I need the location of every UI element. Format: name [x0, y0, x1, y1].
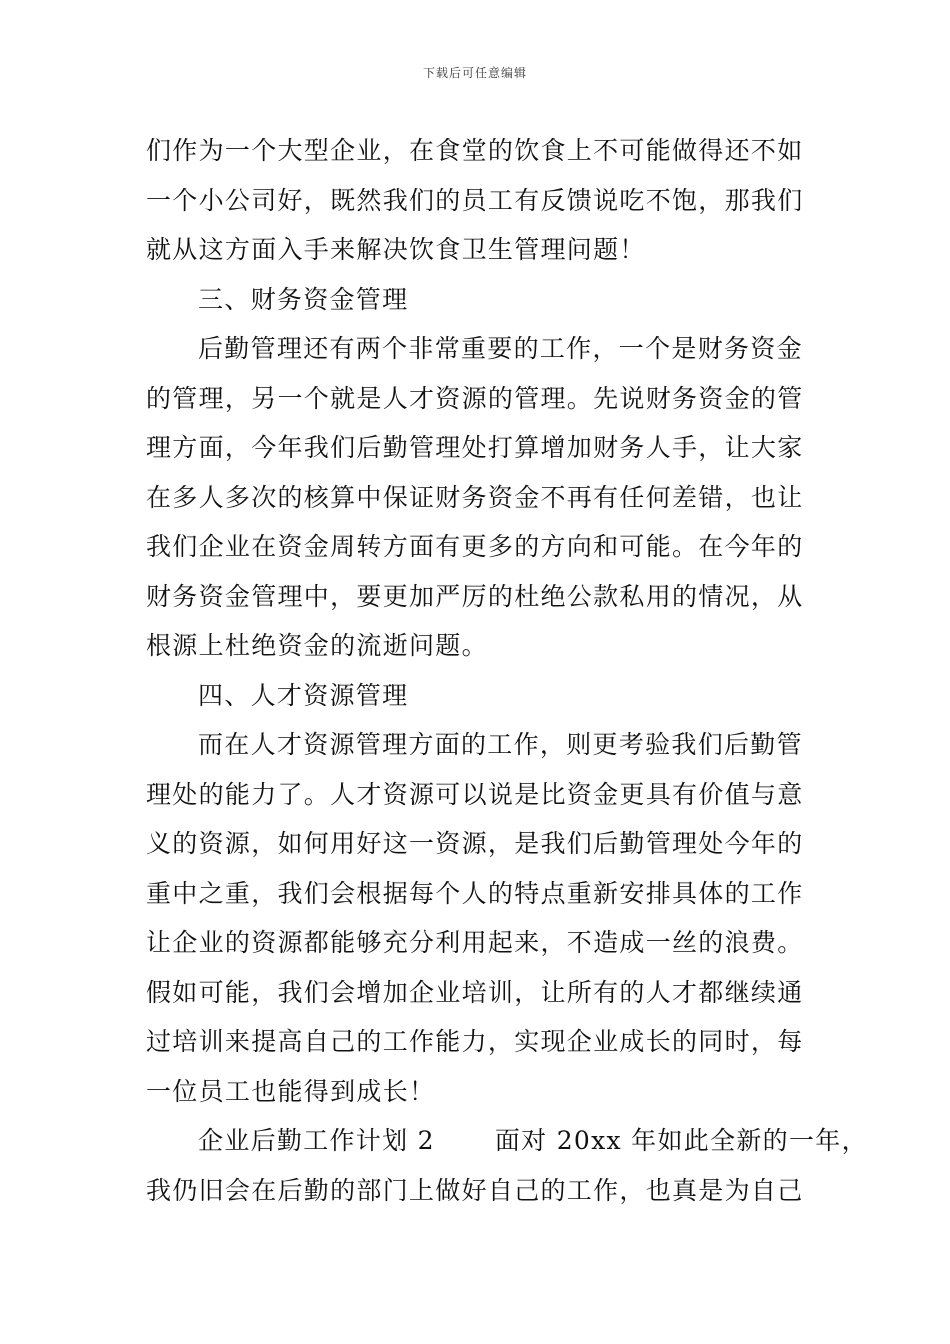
page-header: 下载后可任意编辑: [422, 66, 527, 80]
text-line: 后勤管理还有两个非常重要的工作，一个是财务资金: [198, 334, 803, 363]
document-body: [146, 126, 868, 1215]
text-line: 而在人才资源管理方面的工作，则更考验我们后勤管: [198, 730, 803, 759]
text-line: 重中之重，我们会根据每个人的特点重新安排具体的工作: [146, 878, 804, 908]
section-heading-talent: 四、人才资源管理: [198, 680, 409, 710]
text-line: 在多人多次的核算中保证财务资金不再有任何差错，也让: [146, 482, 804, 512]
text-line: 就从这方面入手来解决饮食卫生管理问题！: [146, 235, 646, 264]
text-line: 根源上杜绝资金的流逝问题。: [146, 631, 488, 660]
text-line: 理处的能力了。人才资源可以说是比资金更具有价值与意: [146, 779, 804, 809]
section-heading-finance: 三、财务资金管理: [198, 284, 409, 314]
text-line: 我仍旧会在后勤的部门上做好自己的工作，也真是为自己: [146, 1175, 804, 1205]
text-line: 一位员工也能得到成长！: [146, 1076, 436, 1106]
plan2-title: 企业后勤工作计划 2: [198, 1126, 435, 1155]
plan2-intro: 面对 20xx 年如此全新的一年，: [494, 1126, 868, 1155]
text-line: 义的资源，如何用好这一资源，是我们后勤管理处今年的: [146, 829, 804, 858]
text-line: 们作为一个大型企业，在食堂的饮食上不可能做得还不如: [146, 136, 804, 165]
text-line: 假如可能，我们会增加企业培训，让所有的人才都继续通: [146, 977, 804, 1007]
text-line: 我们企业在资金周转方面有更多的方向和可能。在今年的: [146, 532, 804, 561]
text-line: 一个小公司好，既然我们的员工有反馈说吃不饱，那我们: [146, 185, 804, 215]
text-line: 过培训来提高自己的工作能力，实现企业成长的同时，每: [146, 1027, 804, 1056]
plan2-line: [146, 1116, 868, 1166]
text-line: 让企业的资源都能够充分利用起来，不造成一丝的浪费。: [146, 928, 804, 957]
text-line: 财务资金管理中，要更加严厉的杜绝公款私用的情况，从: [146, 581, 804, 611]
text-line: 理方面，今年我们后勤管理处打算增加财务人手，让大家: [146, 433, 804, 462]
text-line: 的管理，另一个就是人才资源的管理。先说财务资金的管: [146, 383, 804, 413]
